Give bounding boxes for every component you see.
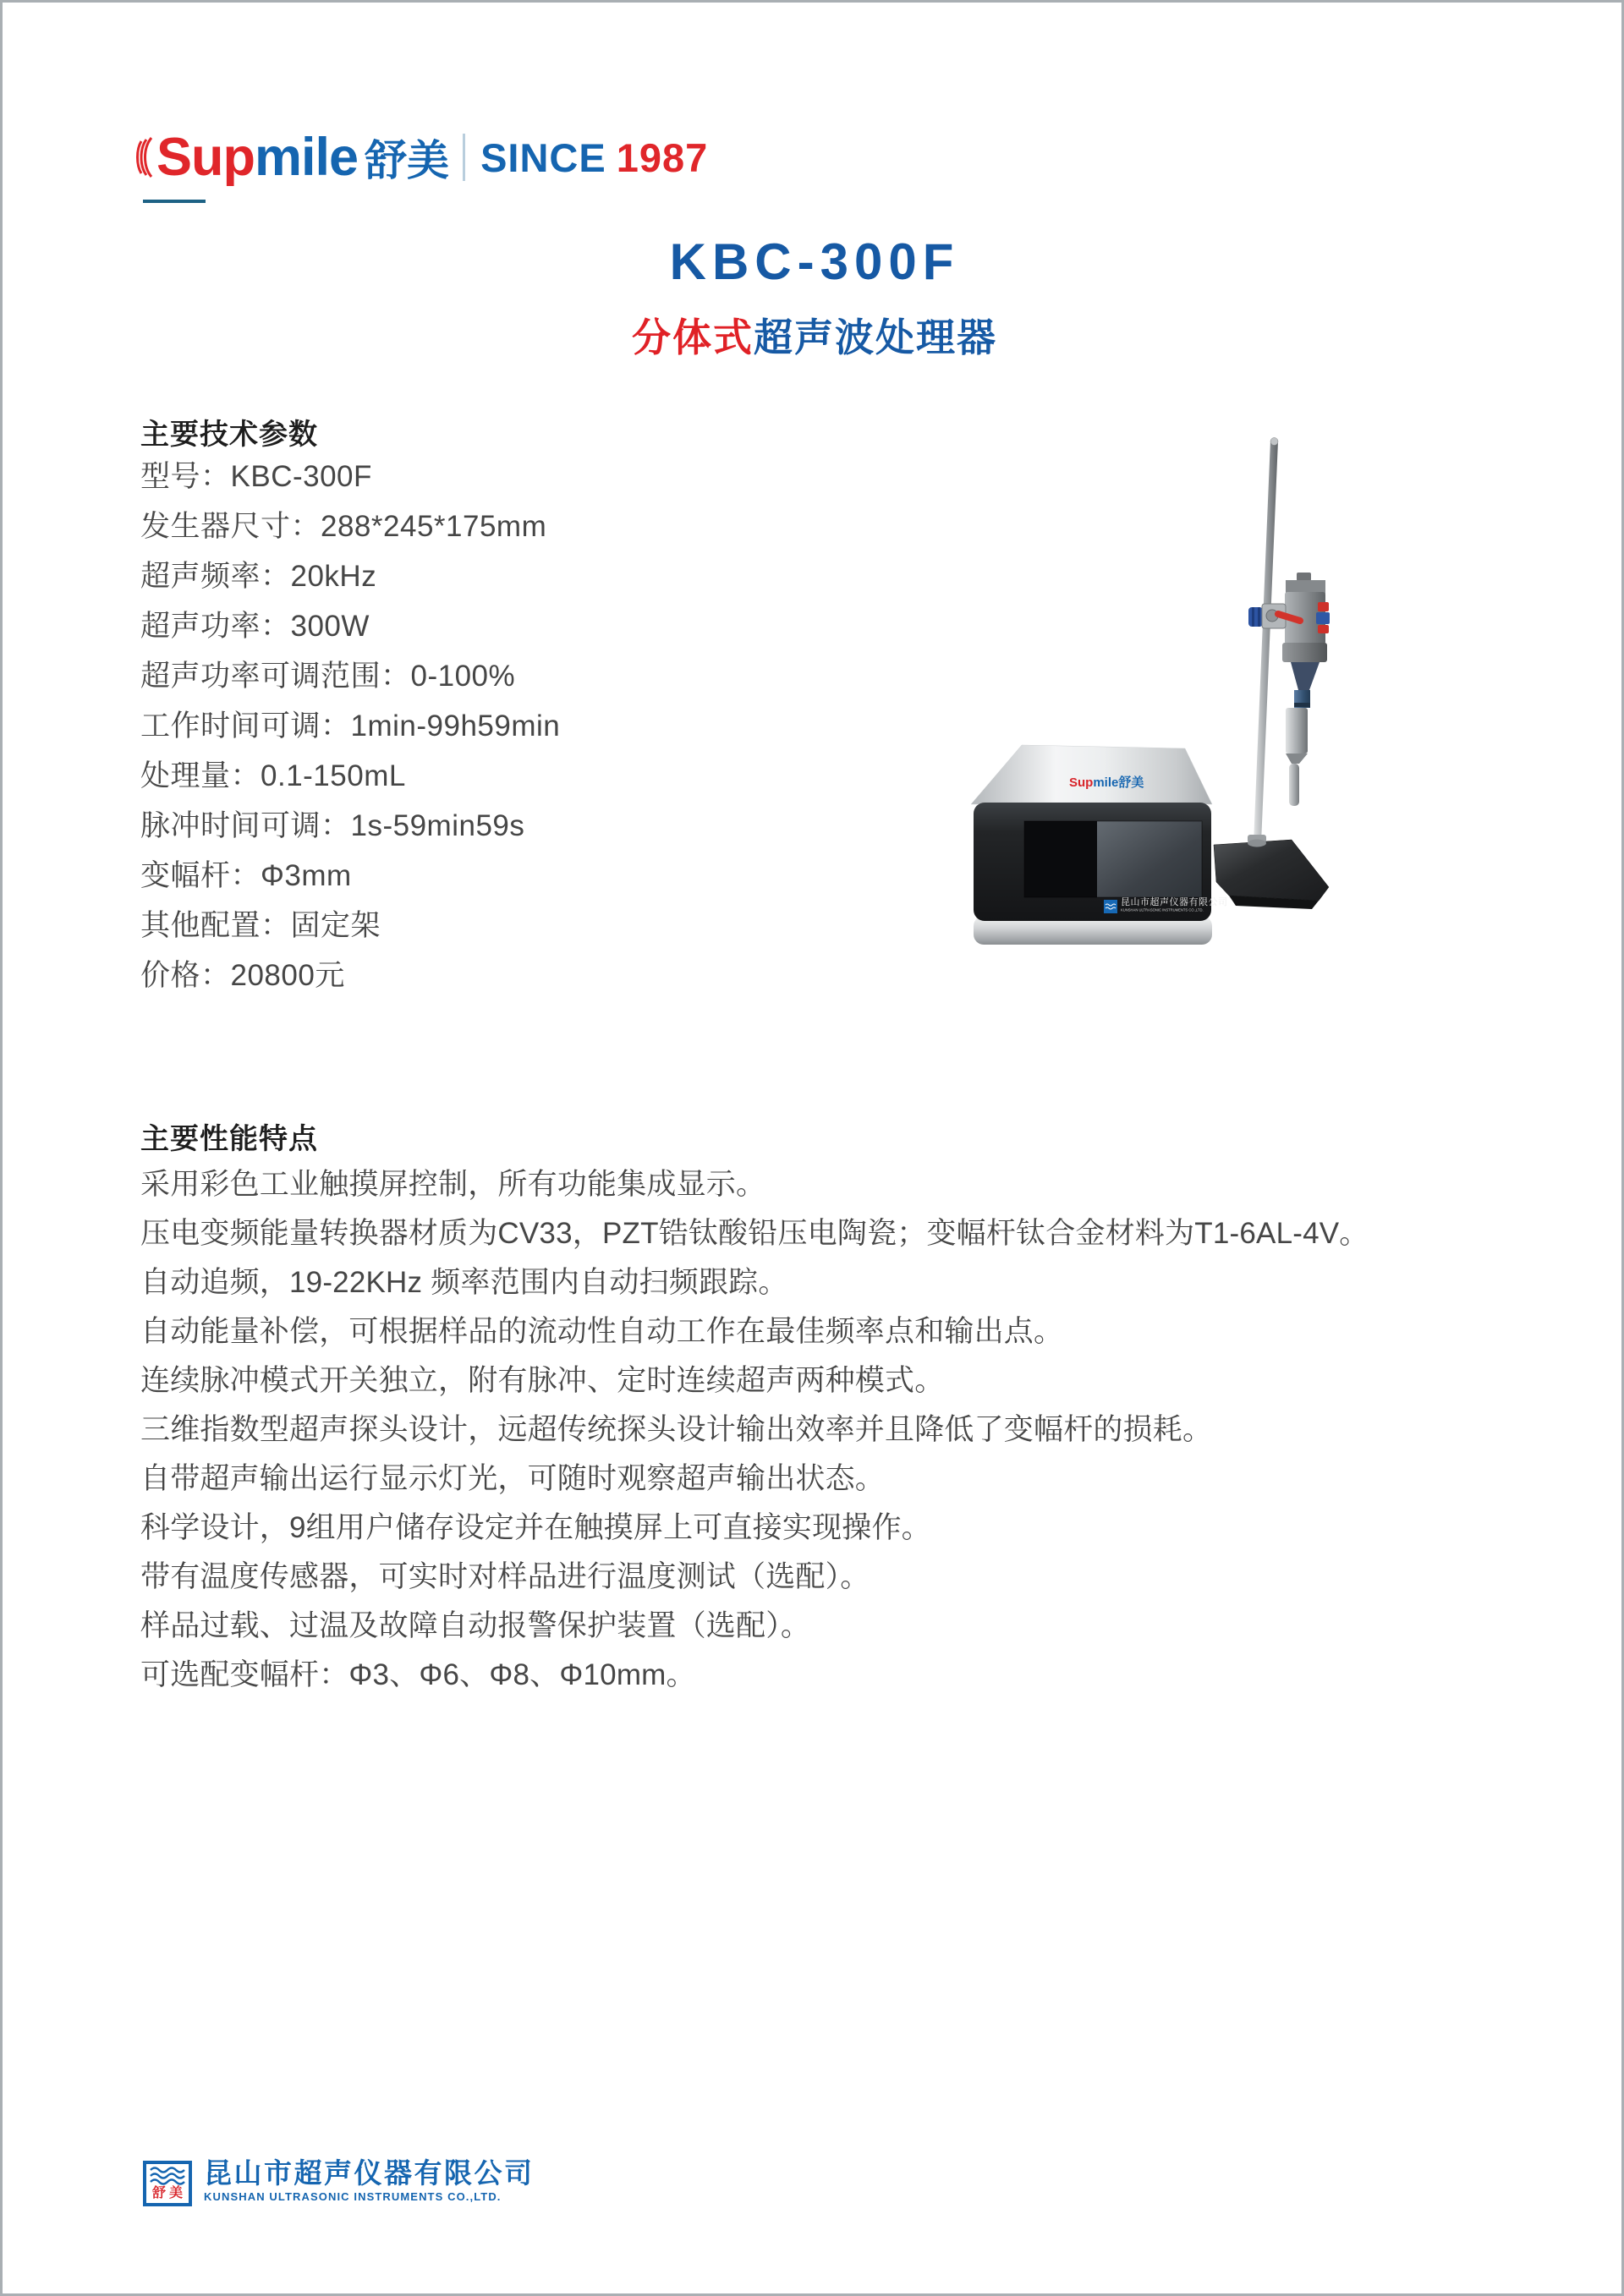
footer-company-name-en: KUNSHAN ULTRASONIC INSTRUMENTS CO.,LTD.: [204, 2190, 502, 2203]
stand-rod-collar-base: [1248, 840, 1266, 847]
spec-row: 超声频率：20kHz: [140, 560, 377, 593]
spec-row: 超声功率：300W: [140, 610, 370, 643]
footer-logo: [143, 2161, 192, 2206]
spec-row: 处理量：0.1-150mL: [140, 759, 406, 792]
features-list: [140, 1160, 1369, 1700]
brand-wordmark-cjk: 舒美: [365, 137, 450, 184]
transducer-top-ring: [1286, 580, 1325, 594]
stand-base: [1214, 840, 1329, 901]
spec-row: 超声功率可调范围：0-100%: [140, 660, 516, 693]
feature-row: 自带超声输出运行显示灯光，可随时观察超声输出状态。: [140, 1462, 886, 1495]
subtitle-red-part: 分体式: [632, 315, 754, 359]
footer-company-name-cn: 昆山市超声仪器有限公司: [204, 2157, 535, 2189]
clamp-knob-ridge: [1258, 607, 1260, 627]
brand-divider: [463, 134, 465, 181]
probe-blue-band: [1294, 703, 1310, 707]
probe-booster: [1286, 708, 1308, 753]
touchscreen-dark: [1024, 821, 1097, 897]
transducer-top-nub: [1297, 573, 1311, 581]
specs-list: [140, 452, 560, 1000]
probe-taper: [1286, 753, 1308, 764]
specs-heading: 主要技术参数: [140, 419, 318, 451]
feature-row: 连续脉冲模式开关独立，附有脉冲、定时连续超声两种模式。: [140, 1364, 945, 1397]
footer-logo-waves-icon: [148, 2164, 187, 2186]
feature-row: 压电变频能量转换器材质为CV33，PZT锆钛酸铅压电陶瓷；变幅杆钛合金材料为T1-6AL-4V。: [140, 1217, 1369, 1250]
subtitle-blue-part: 超声波处理器: [754, 315, 997, 359]
feature-row: 自动追频，19-22KHz 频率范围内自动扫频跟踪。: [140, 1266, 788, 1299]
spec-row: 型号：KBC-300F: [140, 460, 372, 493]
brand-wordmark-mile: mile: [255, 128, 359, 187]
clamp-right-red-bottom: [1318, 625, 1329, 633]
device-panel-label: [1104, 897, 1280, 916]
transducer-bottom-shade: [1282, 643, 1327, 662]
device-panel-logo-icon: [1104, 900, 1117, 913]
brand-wordmark-sup: Sup: [156, 128, 255, 187]
feature-row: 三维指数型超声探头设计，远超传统探头设计输出效率并且降低了变幅杆的损耗。: [140, 1413, 1213, 1446]
device-panel-label-cn: 昆山市超声仪器有限公司: [1121, 897, 1228, 907]
clamp-blue-knob: [1248, 607, 1263, 627]
spec-row: 工作时间可调：1min-99h59min: [140, 710, 561, 743]
brand-logo: [136, 121, 708, 194]
feature-row: 自动能量补偿，可根据样品的流动性自动工作在最佳频率点和输出点。: [140, 1315, 1064, 1348]
features-heading: 主要性能特点: [140, 1123, 318, 1155]
device-panel-label-en: KUNSHAN ULTRASONIC INSTRUMENTS CO.,LTD.: [1121, 908, 1204, 912]
footer-company-block: [143, 2157, 535, 2206]
spec-row: 价格：20800元: [140, 959, 345, 992]
brand-since-year: 1987: [616, 134, 709, 180]
spec-row: 变幅杆：Φ3mm: [140, 859, 352, 892]
spec-row: 发生器尺寸：288*245*175mm: [140, 510, 547, 543]
device-top-brand-blue: mile舒美: [1093, 775, 1144, 790]
product-photo-illustration: [916, 392, 1440, 1034]
feature-row: 带有温度传感器，可实时对样品进行温度测试（选配）。: [140, 1560, 870, 1593]
feature-row: 可选配变幅杆：Φ3、Φ6、Φ8、Φ10mm。: [140, 1658, 696, 1691]
stand-rod-top: [1270, 438, 1278, 446]
touchscreen-light: [1097, 821, 1202, 897]
clamp-knob-ridge: [1252, 607, 1254, 627]
probe-neck: [1291, 662, 1320, 690]
clamp-right-blue: [1316, 612, 1330, 624]
stand-rod: [1254, 441, 1278, 843]
page-title: KBC-300F: [669, 233, 960, 290]
footer-logo-cjk: 舒美: [151, 2186, 186, 2200]
page-subtitle: [3, 307, 1624, 363]
brand-stripes-icon: [136, 134, 155, 181]
footer-company-names: [204, 2157, 535, 2203]
feature-row: 样品过载、过温及故障自动报警保护装置（选配）。: [140, 1609, 811, 1642]
device-top-brand: [1069, 773, 1144, 791]
brand-since-label: SINCE: [480, 134, 606, 180]
spec-row: 其他配置：固定架: [140, 909, 381, 942]
brand-underline: [143, 200, 206, 203]
product-photo: [916, 392, 1440, 1034]
clamp-right-red-top: [1318, 602, 1329, 611]
device-top-brand-red: Sup: [1069, 775, 1094, 790]
feature-row: 科学设计，9组用户储存设定并在触摸屏上可直接实现操作。: [140, 1511, 931, 1544]
device-panel-label-text: [1121, 897, 1280, 916]
probe-tip: [1289, 764, 1299, 806]
spec-row: 脉冲时间可调：1s-59min59s: [140, 809, 525, 842]
feature-row: 采用彩色工业触摸屏控制，所有功能集成显示。: [140, 1168, 766, 1201]
